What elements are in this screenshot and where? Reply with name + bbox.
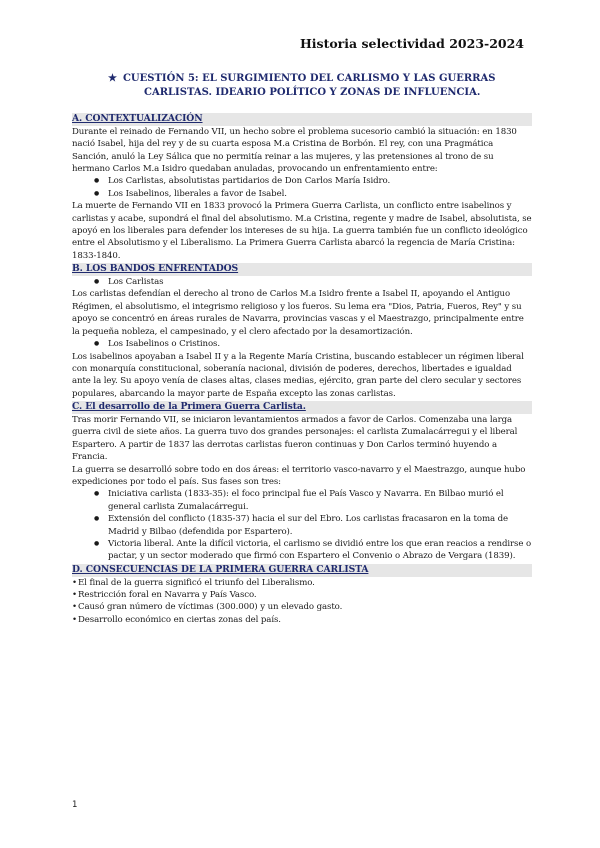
section-a-paragraph-2: La muerte de Fernando VII en 1833 provocó la Primera Guerra Carlista, un conflicto entre isabelinos y carlistas y acabe, supondrá el final del absolutismo. M.a Cristina, regente y madre de Isabel, absolutista, se apoyó en los liberales para defender los intereses de su hija. La guerra también fue un conflicto ideológico entre el Absolutismo y el Liberalismo. La Primera Guerra Carlista abarcó la regencia de María Cristina: 1833-1840.: [72, 201, 532, 261]
section-c-paragraph-1: Tras morir Fernando VII, se iniciaron levantamientos armados a favor de Carlos. Comenzaba una larga guerra civil de siete años. La guerra tuvo dos grandes personajes: el carlista Zumalacárregui y el liberal Espartero. A partir de 1837 las derrotas carlistas fueron continuas y Don Carlos terminó huyendo a Francia.: [72, 414, 518, 463]
section-heading-a: A. CONTEXTUALIZACIÓN: [72, 113, 532, 126]
document-header-title: Historia selectividad 2023-2024: [299, 36, 524, 51]
section-a-bullet-list: [72, 175, 532, 200]
list-item: • Restricción foral en Navarra y País Vasco.: [72, 589, 532, 601]
section-heading-b: B. LOS BANDOS ENFRENTADOS: [72, 263, 532, 276]
list-item: ● Los Carlistas, absolutistas partidarios de Don Carlos María Isidro.: [98, 175, 532, 187]
document-body: [72, 112, 532, 626]
section-c-paragraph-2: La guerra se desarrolló sobre todo en dos áreas: el territorio vasco-navarro y el Maestrazgo, aunque hubo expediciones por todo el país. Sus fases son tres:: [72, 464, 526, 487]
section-b-bullet-carlistas: [72, 276, 532, 288]
list-item: ● Victoria liberal. Ante la difícil victoria, el carlismo se dividió entre los que eran reacios a rendirse o pactar, y un sector moderado que firmó con Espartero el Convenio o Abrazo de Vergara (1839).: [98, 538, 532, 563]
list-item: • El final de la guerra significó el triunfo del Liberalismo.: [72, 577, 532, 589]
list-item: ● Los Isabelinos o Cristinos.: [98, 338, 532, 350]
page-number: 1: [72, 800, 78, 810]
star-icon: ★: [108, 73, 117, 84]
list-item: ● Los Isabelinos, liberales a favor de Isabel.: [98, 188, 532, 200]
list-item: ● Iniciativa carlista (1833-35): el foco principal fue el País Vasco y Navarra. En Bilbao murió el general carlista Zumalacárregui.: [98, 488, 532, 513]
section-b-bullet-isabelinos: [72, 338, 532, 350]
list-item: ● Los Carlistas: [98, 276, 532, 288]
question-title-line2: CARLISTAS. IDEARIO POLÍTICO Y ZONAS DE INFLUENCIA.: [144, 87, 481, 98]
section-heading-c: C. El desarrollo de la Primera Guerra Carlista.: [72, 401, 532, 414]
section-b-paragraph-1: Los carlistas defendían el derecho al trono de Carlos M.a Isidro frente a Isabel II, apoyando el Antiguo Régimen, el absolutismo, el integrismo religioso y los fueros. Su lema era "Dios, Patria, Fueros, Rey" y su apoyo se concentró en áreas rurales de Navarra, provincias vascas y el Maestrazgo, principalmente entre la pequeña nobleza, el campesinado, y el clero afectado por la desamortización.: [72, 289, 524, 337]
list-item: • Desarrollo económico en ciertas zonas del país.: [72, 614, 532, 626]
list-item: ● Extensión del conflicto (1835-37) hacia el sur del Ebro. Los carlistas fracasaron en la toma de Madrid y Bilbao (defendida por Espartero).: [98, 513, 532, 538]
section-d-list: [72, 577, 532, 627]
list-item: • Causó gran número de víctimas (300.000) y un elevado gasto.: [72, 601, 532, 613]
question-title-line1: CUESTIÓN 5: EL SURGIMIENTO DEL CARLISMO Y LAS GUERRAS: [122, 73, 496, 84]
section-a-paragraph-1: Durante el reinado de Fernando VII, un hecho sobre el problema sucesorio cambió la situación: en 1830 nació Isabel, hija del rey y de su cuarta esposa M.a Cristina de Borbón. El rey, con una Pragmática Sanción, anuló la Ley Sálica que no permitía reinar a las mujeres, y las pretensiones al trono de su hermano Carlos M.a Isidro quedaban anuladas, provocando un enfrentamiento entre:: [72, 126, 517, 175]
question-title: [108, 72, 518, 100]
section-c-phases-list: [72, 488, 532, 562]
section-heading-d: D. CONSECUENCIAS DE LA PRIMERA GUERRA CARLISTA: [72, 564, 532, 577]
section-b-paragraph-2: Los isabelinos apoyaban a Isabel II y a la Regente María Cristina, buscando establecer un régimen liberal con monarquía constitucional, soberanía nacional, división de poderes, derechos, libertades e igualdad ante la ley. Su apoyo venía de clases altas, clases medias, ejército, gran parte del clero secular y sectores populares, abarcando la mayor parte de España excepto las zonas carlistas.: [72, 351, 524, 399]
